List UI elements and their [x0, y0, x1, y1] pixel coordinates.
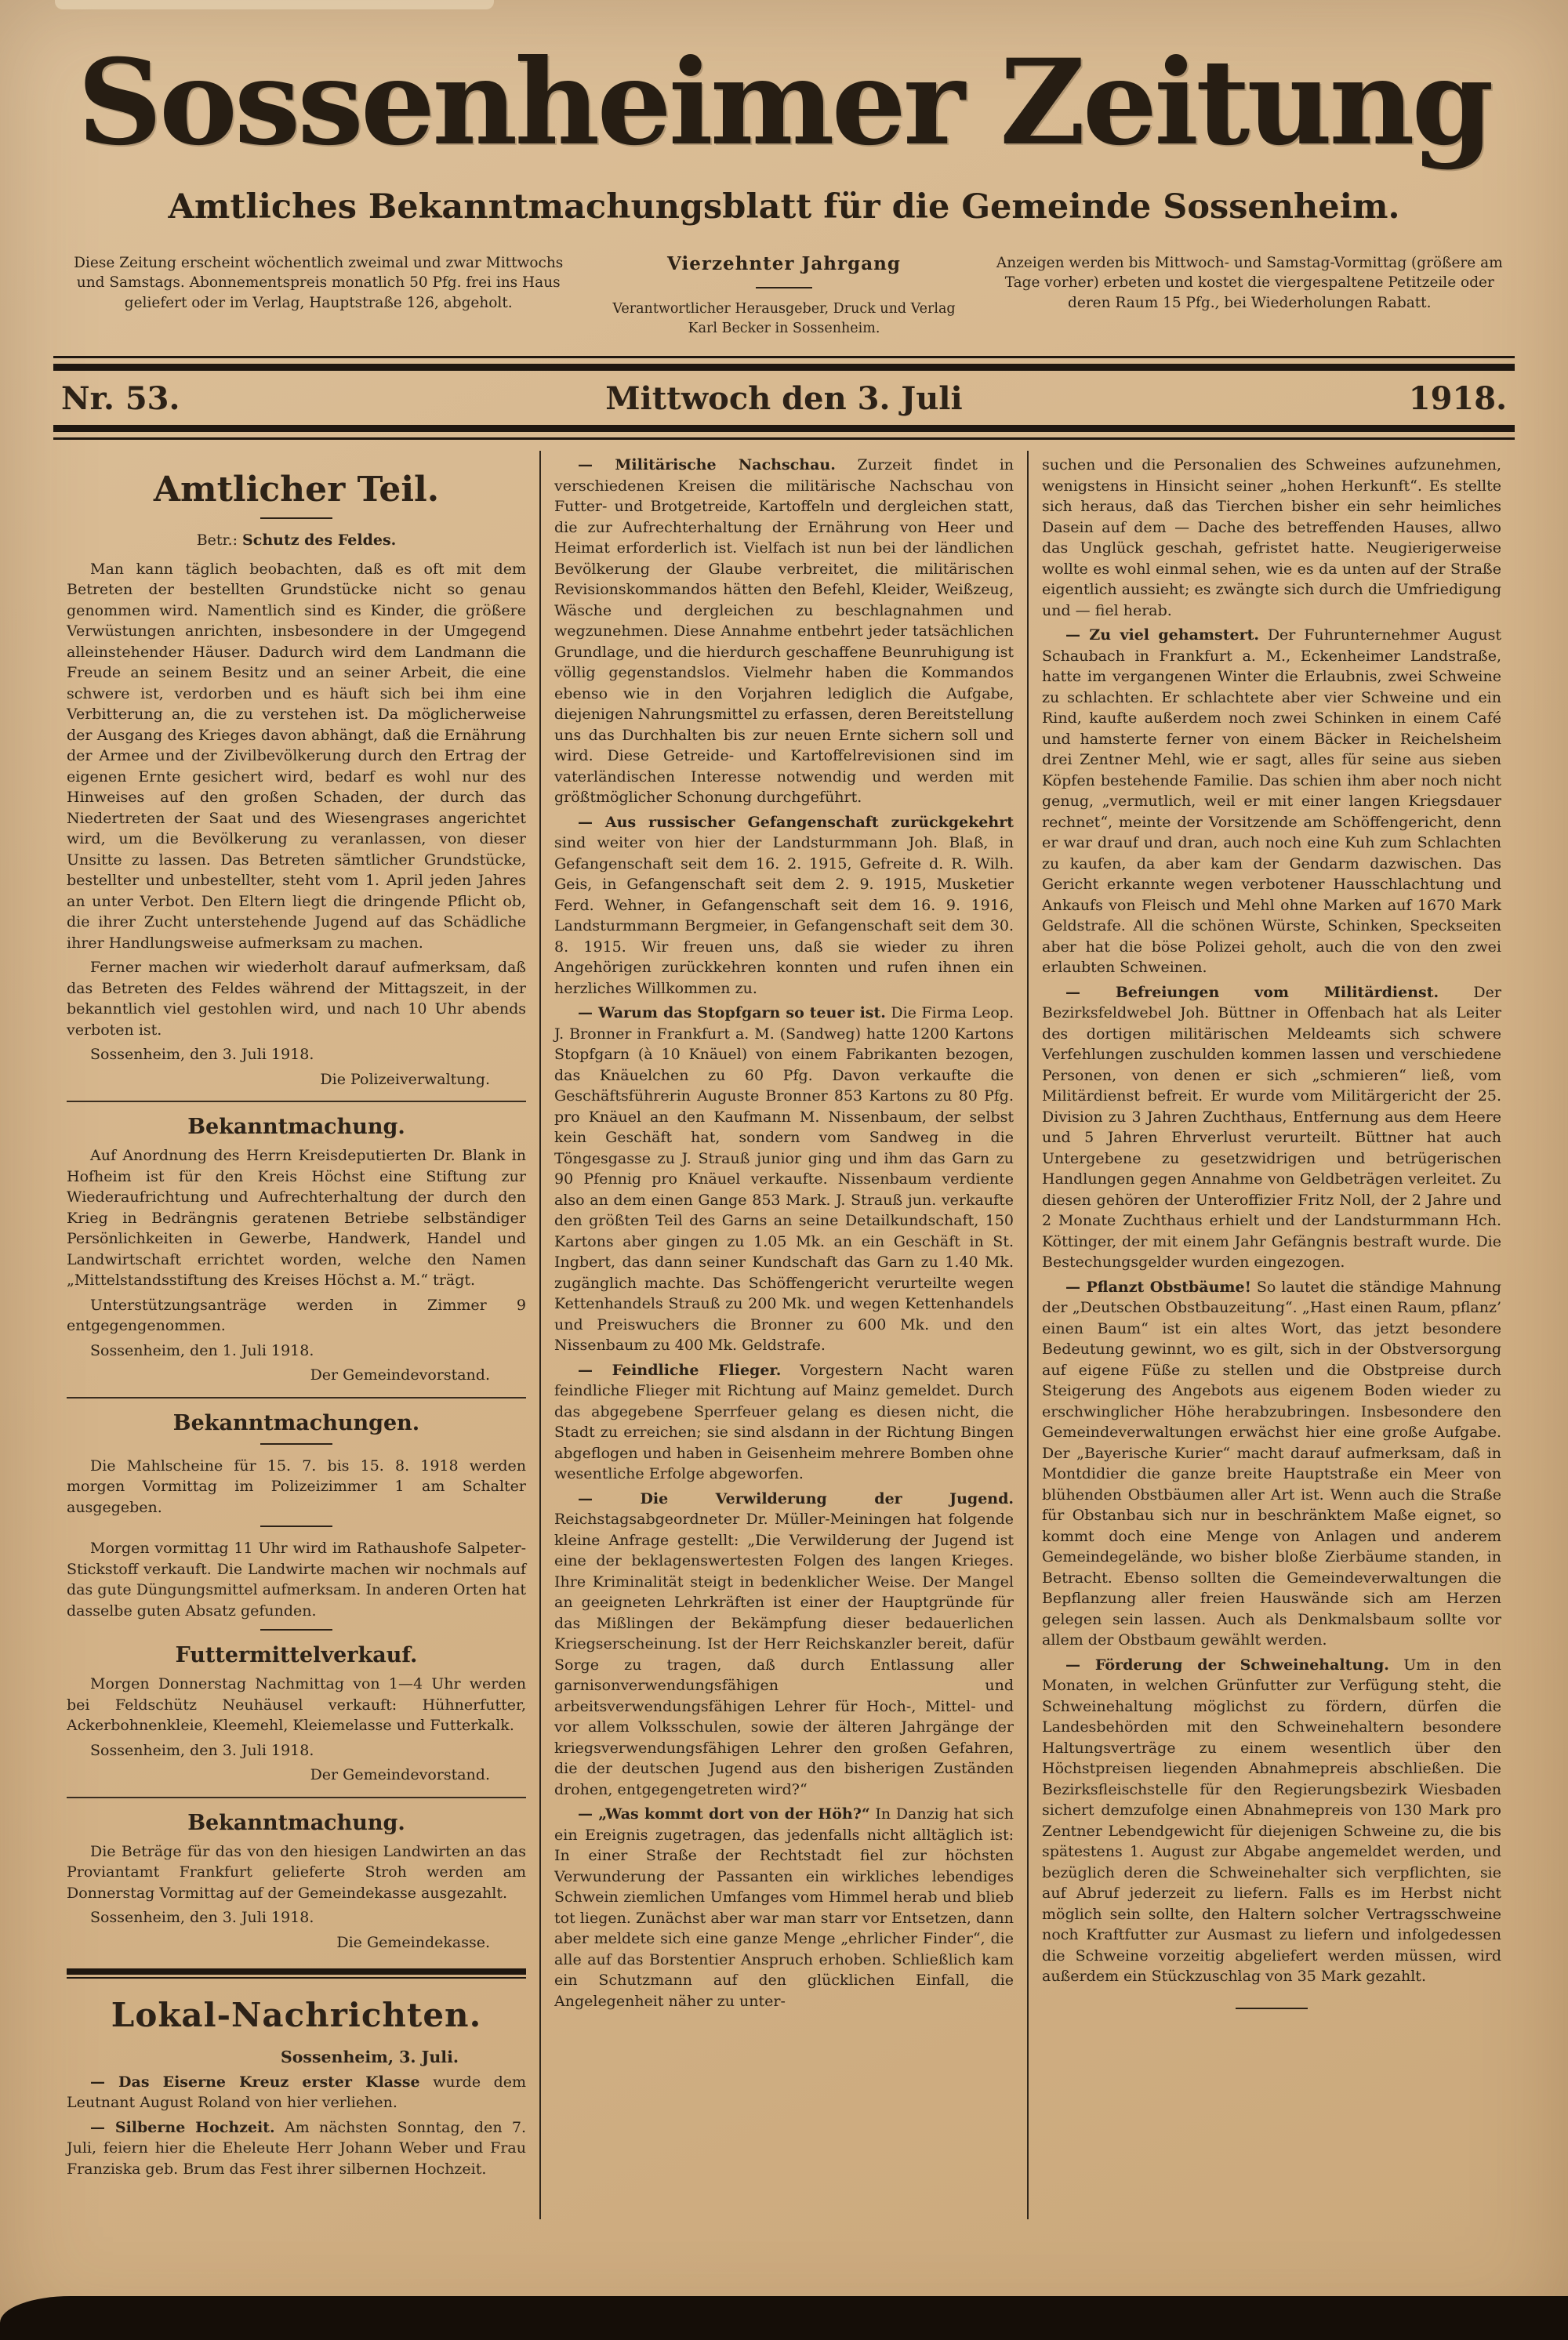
signature: Die Gemeindekasse. [336, 1933, 490, 1951]
masthead-title: Sossenheimer Zeitung [77, 34, 1491, 172]
news-item-text: sind weiter von hier der Landsturmmann Joh. Blaß, in Gefangenschaft seit dem 16. 2. 1915, Gefreite d. R. Wilh. Geis, in Gefangenschaft seit dem 2. 9. 1915, Musketier Ferd. Wehner, in Gefangenschaft seit dem 16. 9. 1916, Landsturmmann Bergmeier, in Gefangenschaft seit dem 30. 8. 1915. Wir freuen uns, daß sie wieder zu ihren Angehörigen zurückkehren konnten und rufen ihnen ein herzliches Willkommen zu. [554, 834, 1014, 997]
small-divider [260, 1526, 332, 1527]
news-item-lead: — Silberne Hochzeit. [90, 2118, 275, 2136]
news-item-text: Der Bezirksfeldwebel Joh. Büttner in Offenbach hat als Leiter des dortigen militärischen Meldeamts sich schwere Verfehlungen zuschulden kommen lassen und verschiedene Personen, von denen er sich „schmieren“ ließ, vom Militärdienst befreit. Er wurde vom Militärgericht der 25. Division zu 3 Jahren Zuchthaus, Entfernung aus dem Heere und 5 Jahren Ehrverlust verurteilt. Büttner hat auch Untergebene zu gesetzwidrigen und betrügerischen Handlungen gegen Annahme von Geldbeträgen verleitet. Zu diesen gehören der Unteroffizier Fritz Noll, der 2 Jahre und 2 Monate Zuchthaus erhielt und der Landsturmmann Hch. Köttinger, der mit einem Jahr Gefängnis bestraft wurde. Die Bestechungsgelder wurden eingezogen. [1042, 983, 1501, 1272]
news-item-lead: — Feindliche Flieger. [578, 1361, 782, 1379]
news-item-text: Reichstagsabgeordneter Dr. Müller-Meiningen hat folgende kleine Anfrage gestellt: „Die Verwilderung der Jugend ist eine der beklagenswertesten Folgen des langen Krieges. Ihre Kriminalität steigt in bedenklicher Weise. Der Mangel an geeigneten Lehrkräften ist einer der Hauptgründe für das Mißlingen der Bekämpfung dieser bedauerlichen Kriegserscheinung. Ist der Herr Reichskanzler bereit, dafür Sorge zu tragen, daß durch Entlassung aller garnisonverwendungsfähigen und arbeitsverwendungsfähigen Lehrer für Hoch-, Mittel- und vor allem Volksschulen, sowie der älteren Jahrgänge der kriegsverwendungsfähigen Lehrer den großen Gefahren, die der deutschen Jugend aus den bisherigen Zuständen drohen, entgegengetreten wird?“ [554, 1511, 1014, 1798]
double-rule-top [53, 356, 1515, 371]
subscription-info: Diese Zeitung erscheint wöchentlich zweimal und zwar Mittwochs und Samstags. Abonnementspreis monatlich 50 Pfg. frei ins Haus geliefert oder im Verlag, Hauptstraße 126, abgeholt. [74, 254, 564, 312]
section-title-lokal-nachrichten: Lokal-Nachrichten. [111, 1996, 482, 2035]
dateline: Sossenheim, den 3. Juli 1918. [90, 1046, 314, 1064]
paper-bottom-edge [0, 2296, 1568, 2340]
small-divider [260, 517, 332, 519]
small-divider [260, 1629, 332, 1631]
dateline: Sossenheim, den 3. Juli 1918. [90, 1741, 314, 1759]
news-item-text: So lautet die ständige Mahnung der „Deutschen Obstbauzeitung“. „Hast einen Raum, pflanz’ einen Baum“ ist ein altes Wort, das jetzt besondere Bedeutung gewinnt, wo es gilt, sich in der Obstversorgung auf eigene Füße zu stellen und die Obstpreise durch Steigerung des Angebots aus eigenem Boden wieder zu erschwinglicher Höhe herabzubringen. Insbesondere den Gemeindeverwaltungen erwächst hier eine große Aufgabe. Der „Bayerische Kurier“ macht darauf aufmerksam, daß in Montdidier die ganze breite Hauptstraße ein Meer von blühenden Obstbäumen aller Art ist. Wenn auch die Straße für Obstanbau sich nur in beschränktem Maße eignet, so kommt doch eine Menge von Anlagen und anderem Gemeindegelände, wo bisher bloße Zierbäume standen, in Betracht. Ebenso sollten die Gemeindeverwaltungen die Bepflanzung aller freien Hauswände sich am Herzen gelegen sein lassen. Auch als Denkmalsbaum sollte vor allem der Obstbaum gewählt werden. [1042, 1278, 1502, 1649]
betreff-line [67, 530, 526, 551]
advertising-info: Anzeigen werden bis Mittwoch- und Samstag-Vormittag (größere am Tage vorher) erbeten und kostet die viergespaltene Petitzeile oder deren Raum 15 Pfg., bei Wiederholungen Rabatt. [996, 254, 1503, 312]
betreff-label: Betr.: [196, 531, 243, 550]
news-item-text: Am nächsten Sonntag, den 7. Juli, feiern hier die Eheleute Herr Johann Weber und Frau Franziska geb. Brum das Fest ihrer silbernen Hochzeit. [67, 2118, 526, 2178]
news-item [1042, 1277, 1501, 1651]
notice-divider [67, 1101, 526, 1102]
news-item-continuation: suchen und die Personalien des Schweines aufzunehmen, wenigstens in Hinsicht seiner „hohen Herkunft“. Es stellte sich heraus, daß das Tierchen bisher ein sehr heimliches Dasein auf dem — Dache des betreffenden Hauses, allwo das Unglück geschah, gefristet hatte. Neugierigerweise wollte es wohl einmal sehen, wie es da unten auf der Straße eigentlich aussieht; es zwängte sich durch die Umfriedigung und — fiel herab. [1042, 456, 1501, 619]
news-item-lead: — Die Verwilderung der Jugend. [578, 1489, 1014, 1507]
article-paragraph: Die Mahlscheine für 15. 7. bis 15. 8. 1918 werden morgen Vormittag im Polizeizimmer 1 am Schalter ausgegeben. [67, 1457, 526, 1516]
news-item-lead: — Förderung der Schweinehaltung. [1065, 1656, 1389, 1674]
news-item-text: Die Firma Leop. J. Bronner in Frankfurt a. M. (Sandweg) hatte 1200 Kartons Stopfgarn (à 10 Knäuel) von einem Fabrikanten bezogen, das Knäuelchen zu 60 Pfg. Davon verkaufte die Geschäftsführerin Auguste Bronner 853 Kartons zu 80 Pfg. pro Knäuel an den Kaufmann M. Nissenbaum, der selbst kein Geschäft hat, sondern vom Sandweg in die Töngesgasse zu J. Strauß junior ging und ihm das Garn zu 90 Pfennig pro Knäuel verkaufte. Nissenbaum verdiente also an dem einen Gange 853 Mark. J. Strauß jun. verkaufte den größten Teil des Garns an seine Detailkundschaft, 150 Kartons aber gingen zu 1.05 Mk. an ein Geschäft in St. Ingbert, das dann seiner Kundschaft das Garn zu 1.40 Mk. zugänglich machte. Das Schöffengericht verurteilte wegen Kettenhandels Strauß zu 200 Mk. und wegen Kettenhandels und Preiswuchers die Bronner zu 600 Mk. und den Nissenbaum zu 400 Mk. Geldstrafe. [554, 1004, 1014, 1355]
news-item-text: Um in den Monaten, in welchen Grünfutter zur Verfügung steht, die Schweinehaltung möglichst zu fördern, dürfen die Landesbehörden mit den Schweinehaltern besondere Haltungsverträge zu einem wesentlich über den Höchstpreisen liegenden Abnahmepreis abschließen. Die Bezirksfleischstelle für den Regierungsbezirk Wiesbaden sichert demzufolge einen Abnahmepreis von 130 Mark pro Zentner Lebendgewicht für diejenigen Schweine zu, die bis spätestens 1. August zur Abgabe angemeldet werden, und bezüglich deren die Schweinehalter sich verpflichten, sie auf Abruf jederzeit zu liefern. Falls es im Herbst nicht möglich sein sollte, den Haltern solcher Vertragsschweine noch Kraftfutter zur Ausmast zu liefern und infolgedessen die Schweine vorzeitig abgeliefert werden müssen, wird außerdem ein Stückzuschlag von 35 Mark gezahlt. [1042, 1656, 1501, 1986]
news-item [67, 2072, 526, 2113]
column-3 [1027, 451, 1515, 2219]
news-item-text: Zurzeit findet in verschiedenen Kreisen die militärische Nachschau von Futter- und Brotgetreide, Kartoffeln und dergleichen statt, die zur Aufrechterhaltung der Ernährung von Heer und Heimat erforderlich ist. Vielfach ist nun bei der ländlichen Bevölkerung der Glaube verbreitet, die militärischen Revisionskommandos hätten den Befehl, Kleider, Weißzeug, Wäsche und dergleichen zu beschlagnahmen und wegzunehmen. Diese Annahme entbehrt jeder tatsächlichen Grundlage, und die hierdurch geschaffene Beunruhigung ist völlig gegenstandslos. Vielmehr haben die Kommandos ebenso wie in den Vorjahren lediglich die Aufgabe, diejenigen Nahrungsmittel zu erfassen, deren Bereitstellung uns das Durchhalten bis zur neuen Ernte sichern soll und wird. Diese Getreide- und Kartoffelrevisionen sind im vaterländischen Interesse notwendig und werden mit größtmöglicher Schonung durchgeführt. [554, 456, 1014, 807]
news-item-lead: — Warum das Stopfgarn so teuer ist. [578, 1004, 886, 1022]
section-title-amtlicher-teil: Amtlicher Teil. [153, 470, 440, 510]
volume-label: Vierzehnter Jahrgang [667, 252, 901, 274]
news-item-text: Vorgestern Nacht waren feindliche Flieger mit Richtung auf Mainz gemeldet. Durch das abgegebene Sperrfeuer gelang es diesen nicht, die Stadt zu erreichen; sie sind alsdann in der Richtung Bingen abgeflogen und haben in Geisenheim mehrere Bomben ohne wesentliche Erfolge abgeworfen. [554, 1361, 1014, 1483]
article-paragraph: Ferner machen wir wiederholt darauf aufmerksam, daß das Betreten des Feldes während der Mittagszeit, in der bekanntlich viel gestohlen wird, und nach 10 Uhr abends verboten ist. [67, 959, 526, 1039]
article-paragraph: Auf Anordnung des Herrn Kreisdeputierten Dr. Blank in Hofheim ist für den Kreis Höchst eine Stiftung zur Wiederaufrichtung und Aufrechterhaltung der durch den Krieg in Bedrängnis geratenen Betriebe selbständiger Persönlichkeiten in Gewerbe, Handwerk, Handel und Landwirtschaft errichtet worden, welche den Namen „Mittelstandsstiftung des Kreises Höchst a. M.“ trägt. [67, 1147, 526, 1290]
dateline: Sossenheim, den 1. Juli 1918. [90, 1341, 314, 1359]
notice-title: Bekanntmachung. [187, 1115, 405, 1140]
notice-title: Futtermittelverkauf. [175, 1643, 418, 1668]
volume-block [583, 253, 984, 339]
news-item [554, 1360, 1014, 1485]
section-divider [67, 1968, 526, 1979]
rule-thin [53, 437, 1515, 440]
rule-thick [53, 425, 1515, 432]
news-item-lead: — Pflanzt Obstbäume! [1065, 1278, 1251, 1296]
column-1 [53, 451, 539, 2219]
issue-number: Nr. 53. [61, 380, 180, 418]
article-paragraph: Morgen Donnerstag Nachmittag von 1—4 Uhr werden bei Feldschütz Neuhäusel verkauft: Hühnerfutter, Ackerbohnenkleie, Kleemehl, Kleiemelasse und Futterkalk. [67, 1675, 526, 1735]
news-item [554, 455, 1014, 808]
masthead-info-row [53, 253, 1515, 339]
signature: Die Polizeiverwaltung. [320, 1070, 490, 1088]
news-item [554, 1489, 1014, 1801]
small-divider [260, 1443, 332, 1445]
news-item-lead: — Das Eiserne Kreuz erster Klasse [90, 2073, 420, 2091]
article-paragraph: Morgen vormittag 11 Uhr wird im Rathaushofe Salpeter-Stickstoff verkauft. Die Landwirte machen wir nochmals auf das gute Düngungsmittel aufmerksam. In anderen Orten hat dasselbe guten Absatz gefunden. [67, 1540, 526, 1620]
end-divider [1236, 2008, 1308, 2009]
news-item-lead: — „Was kommt dort von der Höh?“ [578, 1805, 870, 1823]
signature: Der Gemeindevorstand. [310, 1766, 490, 1784]
news-item [1042, 982, 1501, 1273]
mini-divider [756, 287, 812, 288]
news-item [1042, 625, 1501, 978]
news-item [1042, 1655, 1501, 1987]
signature: Der Gemeindevorstand. [310, 1366, 490, 1384]
news-item-text: In Danzig hat sich ein Ereignis zugetragen, das jedenfalls nicht alltäglich ist: In einer Straße der Rechtstadt fiel zur höchsten Verwunderung der Passanten ein wirkliches lebendiges Schwein ziemlichen Umfanges vom Himmel herab und blieb tot liegen. Zunächst aber war man starr vor Entsetzen, dann aber meldete sich eine ganze Menge „ehrlicher Finder“, die alle auf das Borstentier Anspruch erhoben. Schließlich kam ein Schutzmann auf den glücklichen Einfall, die Angelegenheit näher zu unter- [554, 1805, 1014, 2010]
issue-date: Mittwoch den 3. Juli [605, 380, 963, 418]
rule-thin [53, 356, 1515, 358]
masthead-subtitle: Amtliches Bekanntmachungsblatt für die Gemeinde Sossenheim. [168, 187, 1400, 227]
body-columns [53, 451, 1515, 2219]
dateline-row [53, 371, 1515, 425]
news-item-text: Der Fuhrunternehmer August Schaubach in Frankfurt a. M., Eckenheimer Landstraße, hatte im vergangenen Winter die Erlaubnis, zwei Schweine zu schlachten. Er schlachtete aber vier Schweine und ein Rind, kaufte außerdem noch zwei Schinken in einem Café und hamsterte ferner von einem Bäcker in Reichelsheim drei Zentner Mehl, wie er sagt, alles für seine aus sieben Köpfen bestehende Familie. Das schien ihm aber noch nicht genug, „vermutlich, weil er mit einer langen Kriegsdauer rechnet“, meinte der Vorsitzende am Schöffengericht, denn er war drauf und dran, auch noch eine Kuh zum Schlachten zu kaufen, da aber kam der Gendarm dazwischen. Das Gericht erkannte wegen verbotener Hausschlachtung und Ankaufs von Fleisch und Mehl ohne Marken auf 1670 Mark Geldstrafe. All die schönen Würste, Schinken, Speckseiten aber hat die böse Polizei geholt, auch die von den zwei erlaubten Schweinen. [1042, 626, 1501, 977]
dateline: Sossenheim, den 3. Juli 1918. [90, 1909, 314, 1927]
notice-divider [67, 1397, 526, 1399]
rule-thick [53, 364, 1515, 371]
notice-divider [67, 1797, 526, 1798]
news-item-lead: — Aus russischer Gefangenschaft zurückgekehrt [578, 813, 1014, 831]
paper-top-edge [55, 0, 494, 9]
column-2 [539, 451, 1027, 2219]
publisher-line-1: Verantwortlicher Herausgeber, Druck und Verlag [612, 300, 956, 317]
article-paragraph: Die Beträge für das von den hiesigen Landwirten an das Proviantamt Frankfurt gelieferte Stroh werden am Donnerstag Vormittag auf der Gemeindekasse ausgezahlt. [67, 1842, 526, 1902]
news-item [554, 1804, 1014, 2012]
news-item-lead: — Zu viel gehamstert. [1065, 626, 1259, 644]
news-item [67, 2117, 526, 2180]
issue-year: 1918. [1408, 380, 1507, 418]
notice-title: Bekanntmachung. [187, 1810, 405, 1835]
news-item [554, 812, 1014, 999]
betreff-subject: Schutz des Feldes. [242, 531, 397, 550]
news-item-text: wurde dem Leutnant August Roland von hier verliehen. [67, 2073, 526, 2112]
lokal-dateline: Sossenheim, 3. Juli. [280, 2048, 459, 2067]
news-item-lead: — Befreiungen vom Militärdienst. [1065, 983, 1439, 1001]
news-item [554, 1003, 1014, 1356]
notice-title: Bekanntmachungen. [172, 1410, 420, 1435]
publisher-line-2: Karl Becker in Sossenheim. [688, 320, 880, 336]
news-item-lead: — Militärische Nachschau. [578, 456, 836, 474]
article-paragraph: Unterstützungsanträge werden in Zimmer 9 entgegengenommen. [67, 1296, 526, 1335]
article-paragraph: Man kann täglich beobachten, daß es oft mit dem Betreten der bestellten Grundstücke nicht so genau genommen wird. Namentlich sind es Kinder, die größere Verwüstungen anrichten, insbesondere in der Umgegend alleinstehender Häuser. Dadurch wird dem Landmann die Freude an seinem Besitz und an seiner Arbeit, die eine schwere ist, verdorben und es häuft sich bei ihm eine Verbitterung an, die zu verstehen ist. Da möglicherweise der Ausgang des Krieges davon abhängt, daß die Ernährung der Armee und der Zivilbevölkerung durch den Ertrag der eigenen Ernte gesichert wird, bedarf es wohl nur des Hinweises auf den großen Schaden, der durch das Niedertreten der Saat und des Wiesengrases angerichtet wird, um die Bevölkerung zu veranlassen, von dieser Unsitte zu lassen. Das Betreten sämtlicher Grundstücke, bestellter und unbestellter, steht vom 1. April jeden Jahres an unter Verbot. Den Eltern liegt die dringende Pflicht ob, die ihrer Zucht unterstehende Jugend auf das Schädliche ihrer Handlungsweise aufmerksam zu machen. [67, 560, 526, 952]
double-rule-bottom [53, 425, 1515, 440]
